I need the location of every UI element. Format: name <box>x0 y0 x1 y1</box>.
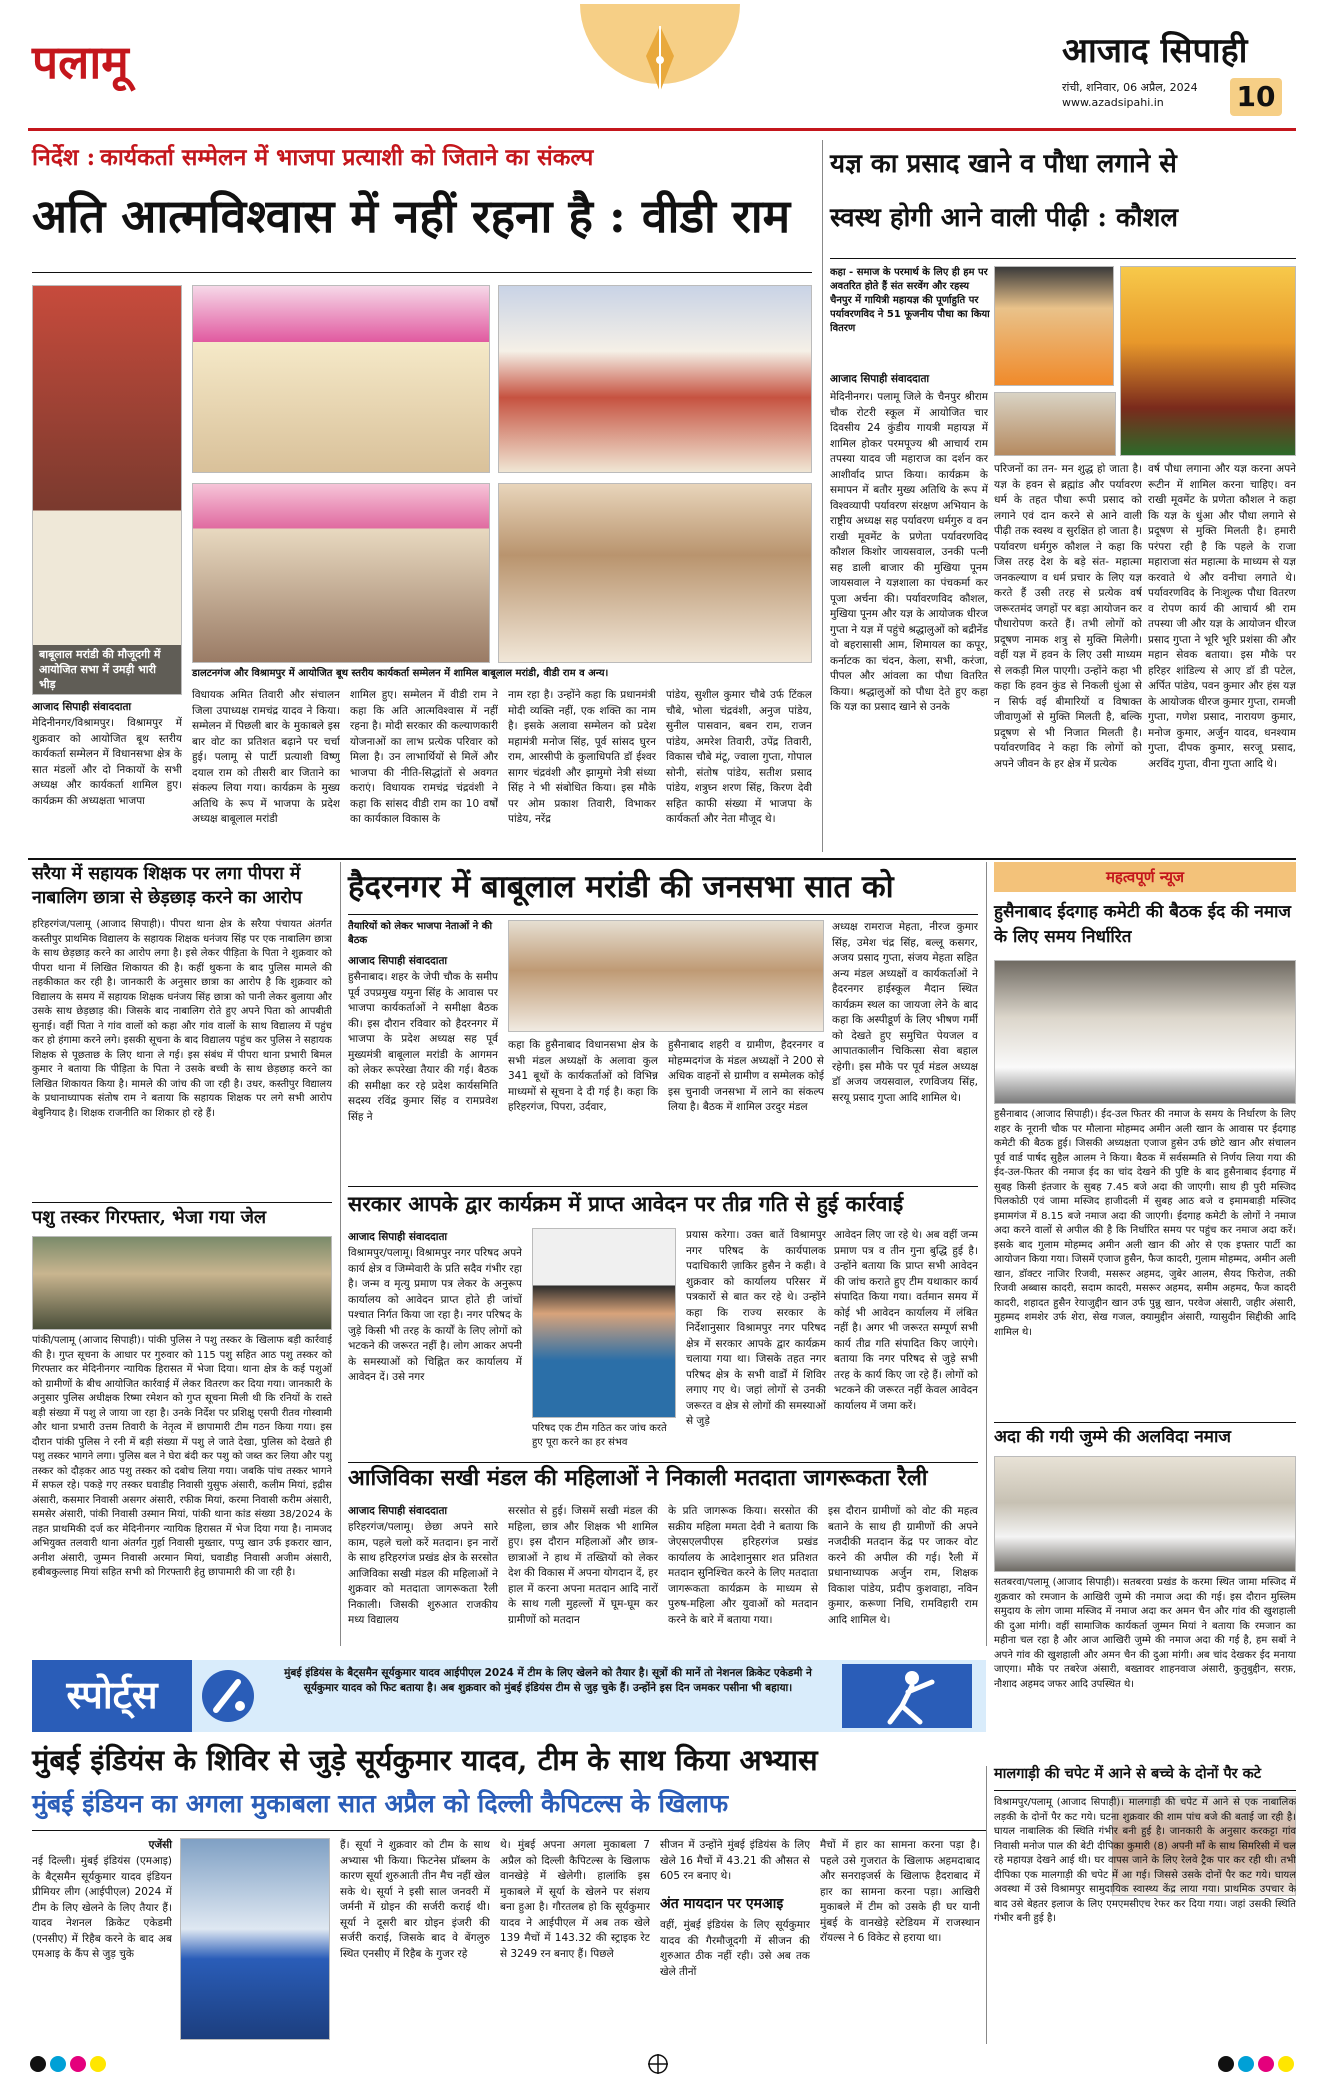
ajivika-col-3: के प्रति जागरूक किया। सरसोत की सक्रीय महिला ममता देवी ने बताया कि जेएसएलपीएस हरिहरगंज प्रखंड कार्यालय के आदेशानुसार शत प्रतिशत मतदान सुनिश्चित करने के लिए मतदाता जागरूकता कार्यक्रम के माध्यम से पुरुष-महिला और युवाओं को मतदान करने के बारे में बताया गया। <box>668 1505 818 1626</box>
sports-banner <box>32 1660 986 1732</box>
sarkar-title: सरकार आपके द्वार कार्यक्रम में प्राप्त आवेदन पर तीव्र गति से हुई कार्रवाई <box>348 1191 904 1216</box>
site-url: www.azadsipahi.in <box>1062 96 1164 109</box>
ajivika-col-4: इस दौरान ग्रामीणों को वोट की महत्व बताने के साथ ही ग्रामीणों की अपने नजदीकी मतदान केंद्र पर जाकर वोट करने की अपील की गई। रैली में प्रधानाध्यापक अर्जुन राम, शिक्षक विकाश पांडेय, प्रदीप कुशवाहा, नविन कुमार, करूणा निधि, रामविहारी राम आदि शामिल थे। <box>828 1505 978 1626</box>
sports-photo <box>180 1838 330 2040</box>
lead-col-5: पांडेय, सुशील कुमार चौबे उर्फ टिंकल चौबे, भोला चंद्रवंशी, अनुज पांडेय, सुनील पासवान, बबन राम, राजन पांडेय, अमरेश तिवारी, उपेंद्र तिवारी, विकास चौबे मंटू, ज्वाला गुप्ता, गोपाल सोनी, संतोष पांडेय, सतीश प्रसाद पांडेय, शत्रुघ्न शरण सिंह, किरण देवी सहित काफी संख्या में भाजपा के कार्यकर्ता और नेता मौजूद थे। <box>666 689 812 825</box>
haidernagar-col-2: कहा कि हुसैनाबाद विधानसभा क्षेत्र के सभी मंडल अध्यक्षों के अलावा कुल 341 बूथों के कार्यकर्ताओं को विभिन्न माध्यमों से सूचना दे दी गई है। कहा कि हरिहरगंज, पिपरा, उर्दवार, <box>508 1039 658 1113</box>
yagya-col-1: मेदिनीनगर। पलामू जिले के चैनपुर श्रीराम चौक रोटरी स्कूल में आयोजित चार दिवसीय 24 कुंडीय गायत्री महायज्ञ में शामिल होकर परमपूज्य श्री आचार्य राम तपस्या यादव जी महाराज का दर्शन कर आशीर्वाद प्राप्त किया। कार्यक्रम के समापन में बतौर मुख्य अतिथि के रूप में विश्वव्यापी पर्यावरण संरक्षण अभियान के राष्ट्रीय अध्यक्ष सह पर्यावरण धर्मगुरु व वन राखी मूवमेंट के प्रणेता पर्यावरणविद कौशल किशोर जायसवाल, उनकी पत्नी सह डाली बाजार की मुखिया पूनम जायसवाल ने यज्ञशाला का पंचकर्मा कर पूजा अर्चना की। पर्यावरणविद कौशल, मुखिया पूनम और यज्ञ के आयोजक धीरज गुप्ता ने यज्ञ में पहुंचे श्रद्धालुओं को बद्रीनेंड वो बहरासासी आम, शिमायल का कपूर, कर्नाटक का चंदन, केला, सभी, करंजा, पीपल और आंवला का पौधा वितरित किया। श्रद्धालुओं को पौधा देते हुए कहा कि यज्ञ का प्रसाद खाने से उनके <box>830 391 988 713</box>
lead-photo-marandi-caption: बाबूलाल मरांडी की मौजूदगी में आयोजित सभा में उमड़ी भारी भीड़ <box>33 645 181 694</box>
haidernagar-col-1: हुसैनाबाद। शहर के जेपी चौक के समीप पूर्व उपप्रमुख यमुना सिंह के आवास पर भाजपा कार्यकर्ताओं ने समीक्षा बैठक की। इस दौरान रविवार को हैदरनगर में भाजपा के प्रदेश अध्यक्ष सह पूर्व मुख्यमंत्री बाबूलाल मरांडी के आगमन को लेकर रूपरेखा तैयार की गई। बैठक की समीक्षा कर रहे प्रदेश कार्यसमिति सदस्य रविंद्र कुमार सिंह व रामप्रवेश सिंह ने <box>348 971 498 1123</box>
sports-col-5: मैचों में हार का सामना करना पड़ा है। पहले उसे गुजरात के खिलाफ अहमदाबाद और सनराइजर्स के खिलाफ हैदराबाद में हार का सामना करना पड़ा। आखिरी मुकाबले में टीम को उसके ही घर यानी मुंबई के वानखेड़े स्टेडियम में राजस्थान रॉयल्स ने 6 विकेट से हराया था। <box>820 1839 980 1944</box>
yagya-photo-1 <box>994 266 1114 386</box>
yagya-summary-box: कहा - समाज के परमार्थ के लिए ही हम पर अवतरित होते हैं संत सरवेंग और रहस्य चैनपुर में गायित्री महायज्ञ की पूर्णाहुति पर पर्यावरणविद ने 51 फूजनीय पौधा का किया वितरण <box>830 267 990 334</box>
lead-photo-1 <box>192 285 490 473</box>
yagya-byline: आजाद सिपाही संवाददाता <box>830 373 930 385</box>
yagya-photo-2 <box>1120 266 1296 456</box>
lead-photo-3 <box>192 483 490 663</box>
yagya-title-line-1: यज्ञ का प्रसाद खाने व पौधा लगाने से <box>830 149 1177 179</box>
lead-col-1: मेदिनीनगर/विश्रामपुर। विश्रामपुर में शुक्रवार को आयोजित बूथ स्तरीय कार्यकर्ता सम्मेलन में विधानसभा क्षेत्र के सात मंडलों और दो निकायों के सभी अध्यक्ष और कार्यकर्ता शामिल हुए। कार्यक्रम की अध्यक्षता भाजपा <box>32 717 182 807</box>
pashu-body: पांकी/पलामू (आजाद सिपाही)। पांकी पुलिस ने पशु तस्कर के खिलाफ बड़ी कार्रवाई की है। गुप्त सूचना के आधार पर गुरुवार को 115 पशु सहित आठ पशु तस्कर को गिरफ्तार कर मेदिनीनगर न्यायिक हिरासत में भेजा दिया। थाना क्षेत्र के कई पशुओं को ग्रामीणों के बीच आयोजित कार्रवाई में लेकर वितरण कर दिया गया। जानकारी के अनुसार पुलिस अधीक्षक रिष्मा रमेशन को गुप्त सूचना मिली थी कि रनियों के रास्ते बड़ी संख्या में पशु ले जाया जा रहा है। उनके निर्देश पर प्रशिक्षु एसपी रीतव गोस्वामी और थाना प्रभारी उत्तम तिवारी के नेतृत्व में छापामारी टीम गठन किया गया। इस दौरान पांकी पुलिस ने रनी में बड़ी संख्या में पशु ले जाते देखा, पुलिस को देखते ही पशु तस्कर भागने लगा। पुलिस बल ने घेरा बंदी कर पशु को जब्त कर लिया और पशु तस्कर को दौड़कर आठ पशु तस्कर को दबोच लिया गया। जबकि पांच तस्कर भागने में सफल रहे। पकड़े गए तस्कर घवाडीह निवासी युसुफ अंसारी, कलीम मियां, इद्रीस अंसारी, कसमार निवासी असगर अंसारी, रफीक मियां, करमा निवासी करीम अंसारी, समसेर अंसारी, पांकी निवासी उस्मान मियां, पांकी थाना कांड संख्या 38/2024 के तहत प्राथमिकी दर्ज कर मेदिनीनगर न्यायिक हिरासत में भेज दिया गया है। नामजद अभियुक्त तलवारी थाना अंतर्गत गुर्हा निवासी मुख्तार, पप्पु खान उर्फ इकरार खान, अनीश अंसारी, जुम्मन निवासी अरमान मियां, घवाडीह निवासी अजीम अंसारी, हबीबकुल्लाह मियां सहित सभी को गिरफ्तारी हेतु छापामारी की जा रही है। <box>32 1335 332 1578</box>
sarkar-col-1: विश्रामपुर/पलामू। विश्रामपुर नगर परिषद अपने कार्य क्षेत्र व जिम्मेवारी के प्रति सदैव गंभीर रहा है। जन्म व मृत्यु प्रमाण पत्र लेकर के अनुरूप कार्यालय को आवेदन प्राप्त होते ही जांचों पश्चात निर्गत किया जा रहा है। नगर परिषद के जुड़े किसी भी तरह के कार्यों के लिए लोगों को भटकने की जरूरत नहीं है। लोग आकर अपनी के समस्याओं को चिह्नित कर कार्यालय में आवेदन दें। उसे नगर <box>348 1247 522 1383</box>
sports-sub-head: अंत मायदान पर एमआइ <box>660 1896 784 1912</box>
juma-photo <box>994 1456 1296 1572</box>
yagya-title-rule <box>830 258 1296 259</box>
sarkar-photo-caption: परिषद एक टीम गठित कर जांच करते हुए पूरा करने का हर संभव <box>532 1423 667 1448</box>
sarkar-col-3: आवेदन लिए जा रहे थे। अब वहीं जन्म प्रमाण पत्र व तीन गुना बुद्धि हुई है। उन्होंने बताया कि प्राप्त सभी आवेदन की जांच कराते हुए टीम यथाकार कार्य संपादित किया गया। वर्तमान समय में कोई भी आवेदन कार्यालय में लंबित नहीं है। अगर भी जरूरत सम्पूर्ण सभी कार्य तीव्र गति संपादित किए जाएंगे। बताया कि नगर परिषद से जुड़े सभी तरह के कार्य किए जा रहे हैं। लोगों को भटकने की जरूरत नहीं केवल आवेदन कार्यालय में जमा करें। <box>834 1229 978 1412</box>
ajivika-title: आजिविका सखी मंडल की महिलाओं ने निकाली मतदाता जागरूकता रैली <box>348 1465 928 1491</box>
sports-title-rule <box>32 1830 986 1831</box>
paper-name: आजाद सिपाही <box>1062 31 1248 71</box>
lead-vertical-rule <box>822 140 823 852</box>
malgadi-title-rule <box>994 1790 1296 1791</box>
yagya-photo-3 <box>994 392 1116 456</box>
idgah-photo <box>994 960 1296 1104</box>
right-column-rule <box>986 862 987 1646</box>
registration-dots <box>28 2052 1296 2076</box>
malgadi-body: विश्रामपुर/पलामू (आजाद सिपाही)। मालगाड़ी की चपेट में आने से एक नाबालिक लड़की के दोनों पैर कट गये। घटना शुक्रवार की शाम पांच बजे की बताई जा रही है। घायल नाबालिक की स्थिति गंभीर बनी हुई है। जानकारी के अनुसार करकट्टा गांव निवासी मनोज पाल की बेटी दीपिका कुमारी (8) अपनी माँ के साथ सिमरिसी में चल रहे महायज्ञ देखने आई थी। घर वापस जाने के लिए रेलवे ट्रैक पार कर रही थी। तभी दीपिका एक मालगाड़ी की चपेट में आ गई। जिससे उसके दोनों पैर कट गये। घायल अवस्था में उसे विश्रामपुर सामुदायिक स्वास्थ्य केंद्र लाया गया। प्राथमिक उपचार के बाद उसे बेहतर इलाज के लिए एमएमसीएच रेफर कर दिया गया। जहां उसकी स्थिति गंभीर बनी हुई है। <box>994 1797 1296 1924</box>
lead-col-3: शामिल हुए। सम्मेलन में वीडी राम ने कहा कि अति आत्मविश्वास में नहीं रहना है। मोदी सरकार की कल्याणकारी योजनाओं का लाभ प्रत्येक परिवार को मिला है। उन लाभार्थियों से मिलें और भाजपा की नीति-सिद्धांतों से अवगत कराएं। विधायक रामचंद्र चंद्रवंशी ने कहा कि सांसद वीडी राम का 10 वर्षों का कार्यकाल विकास के <box>350 689 498 825</box>
sports-col-3: थे। मुंबई अपना अगला मुकाबला 7 अप्रैल को दिल्ली कैपिटल्स के खिलाफ वानखेड़े में खेलेगी। हालांकि इस मुकाबले में सूर्या के खेलने पर संशय बना हुआ है। गौरतलब हो कि सूर्यकुमार यादव ने आईपीएल में अब तक खेले 139 मैचों में 143.32 की स्ट्राइक रेट से 3249 रन बनाए हैं। पिछले <box>500 1839 650 1960</box>
lead-kicker-row <box>32 140 812 176</box>
ajivika-col-2: सरसोत से हुई। जिसमें सखी मंडल की महिला, छात्र और शिक्षक भी शामिल हुए। इस दौरान महिलाओं और छात्र-छात्राओं ने हाथ में तख्तियों को लेकर देश की विकास में अपना योगदान दें, हर हाल में करना अपना मतदान आदि नारों के साथ गली मुहल्लों में घूम-घूम कर ग्रामीणों को मतदान <box>508 1505 658 1626</box>
sports-col-1: नई दिल्ली। मुंबई इंडियंस (एमआइ) के बैट्समैन सूर्यकुमार यादव इंडियन प्रीमियर लीग (आईपीएल) 2024 में टीम के लिए खेलने के लिए तैयार हैं। यादव नेशनल क्रिकेट एकेडमी (एनसीए) में रिहैब करने के बाद अब एमआइ के कैंप से जुड़ चुके <box>32 1855 172 1960</box>
sarkar-col-2: प्रयास करेगा। उक्त बातें विश्रामपुर नगर परिषद के कार्यपालक पदाधिकारी ज़ाकिर हुसैन ने कही। वे शुक्रवार को कार्यालय परिसर में पत्रकारों से बात कर रहे थे। उन्होंने कहा कि राज्य सरकार के निर्देशानुसार विश्रामपुर नगर परिषद क्षेत्र में सरकार आपके द्वार कार्यक्रम चलाया गया था। जिसके तहत नगर परिषद क्षेत्र के सभी वार्डों में शिविर लगाए गए थे। जहां लोगों से उनकी जरूरत व क्षेत्र से लोगों की समस्याओं से जुड़े <box>686 1229 826 1427</box>
lead-kicker: निर्देश : <box>32 144 96 171</box>
masthead <box>0 0 1325 128</box>
idgah-body: हुसैनाबाद (आजाद सिपाही)। ईद-उल फितर की नमाज के समय के निर्धारण के लिए शहर के नूरानी चौक पर मौलाना मोहम्मद अमीन अली खान के आवास पर ईदगाह कमेटी की बैठक हुई। जिसकी अध्यक्षता एजाज हुसेन उर्फ छोटे खान और संचालन पूर्व वार्ड पार्षद सुहैल आलम ने किया। बैठक में सर्वसम्मति से निर्णय लिया गया की ईद-उल-फितर की नमाज ईद का चांद देखने की पुष्टि के बाद हुसैनाबाद ईदगाह में सुबह किसी इंतजार के सुबह 7.45 बजे अदा की जाएगी। साथ ही पुरी मस्जिद पिलकोठी एवं जामा मस्जिद हाजीदली में सुबह आठ बजे व इमामबाड़ी मस्जिद इमामगंज में 8.15 बजे नमाज अदा की जाएगी। ईदगाह कमेटी के लोगों ने नमाज अदा करने वालों से अपील की है कि निर्धारित समय पर पहुंच कर नमाज अदा करें। इसके बाद गुलाम मोहम्मद अमीन अली खान की ओर से एक इफ्तार पार्टी का आयोजन किया गया। जिसमें एजाज हुसैन, फैज कादरी, गुलाम मोहम्मद, अमीन अली खान, डॉक्टर नाजिर रिजवी, मसरूर अहमद, जुबेर आलम, सैयद फिरोज, तकी रिजवी अब्बास कादरी, सदाम कादरी, मसरूर अहमद, समीम अहमद, फैज कादरी कादरी, शहादत हुसैन रेयाजुद्दीन खान उर्फ पुन्नु खान, परवेज अंसारी, जहीर अंसारी, मुहम्मद शमशेर उर्फ शेरा, सेख गजल, क्यामुद्दीन अंसारी, ग्यासुदीन सिद्दीकी आदि शामिल थे। <box>994 1109 1296 1338</box>
haidernagar-bottom-rule <box>348 1186 978 1187</box>
yagya-col-2: परिजनों का तन- मन शुद्ध हो जाता है। यज्ञ के हवन से ब्रह्मांड और पर्यावरण धर्म के तहत पौधा रूपी प्रसाद को लगाने एवं दान करने से आने वाली पीढ़ी तक स्वस्थ व सुरक्षित हो जाता है। पर्यावरण धर्मगुरु कौशल ने कहा कि जिस तरह देश के बड़े संत- महात्मा जनकल्याण व धर्म प्रचार के लिए यज्ञ करते हैं उसी तरह से प्रत्येक वर्ष जरूरतमंद जगहों पर बड़ा आयोजन कर पौधारोपण करते हैं। तभी लोगों को प्रदूषण नामक शत्रु से मुक्ति मिलेगी। वहीं यज्ञ में हवन के लिए उसी माध्यम से लकड़ी मिल पाएगी। उन्होंने कहा भी कहा कि हवन कुंड से निकली धुंआ से न सिर्फ वई बीमारियों व विषाक्त जीवाणुओं से मुक्ति मिलती है, बल्कि प्रदूषण से भी निजात मिलती है। पर्यावरणविद ने कहा कि लोगों को अपने जीवन के हर क्षेत्र में प्रत्येक <box>994 463 1142 770</box>
lead-col-4: नाम रहा है। उन्होंने कहा कि प्रधानमंत्री मोदी व्यक्ति नहीं, एक शक्ति का नाम है। इसके अलावा सम्मेलन को प्रदेश महामंत्री मनोज सिंह, पूर्व सांसद घुरन राम, आरसीपी के कुलाधिपति डॉ ईश्वर सागर चंद्रवंशी और झामुमो नेत्री संध्या सिंह ने भी संबोधित किया। इस मौके पर ओम प्रकाश तिवारी, विभाकर पांडेय, नरेंद्र <box>508 689 656 825</box>
page-number: 10 <box>1230 78 1282 116</box>
haidernagar-title: हैदरनगर में बाबूलाल मरांडी की जनसभा सात को <box>348 869 894 905</box>
bowler-icon <box>842 1664 972 1728</box>
left-column-rule <box>340 862 341 1646</box>
juma-title: अदा की गयी जुम्मे की अलविदा नमाज <box>994 1427 1231 1447</box>
sports-banner-text: मुंबई इंडियंस के बैट्समैन सूर्यकुमार यादव आईपीएल 2024 में टीम के लिए खेलने को तैयार है। सूत्रों की मानें तो नेशनल क्रिकेट एकेडमी ने सूर्यकुमार यादव को फिट बताया है। अब शुक्रवार को मुंबई इंडियंस टीम से जुड़ चुके हैं। उन्होंने इस दिन जमकर पसीना भी बहाया। <box>284 1667 812 1694</box>
masthead-rule <box>28 128 1296 131</box>
yagya-title-line-2: स्वस्थ होगी आने वाली पीढ़ी : कौशल <box>830 203 1179 233</box>
sports-agency: एजेंसी <box>148 1839 172 1851</box>
sarkar-bottom-rule <box>348 1462 978 1463</box>
section-name: पलामू <box>32 35 129 89</box>
malgadi-title: मालगाड़ी की चपेट में आने से बच्चे के दोनों पैर कटे <box>994 1765 1262 1782</box>
haidernagar-box: तैयारियों को लेकर भाजपा नेताओं ने की बैठक <box>348 921 493 946</box>
idgah-title: हुसैनाबाद ईदगाह कमेटी की बैठक ईद की नमाज के लिए समय निर्धारित <box>994 902 1292 947</box>
lead-photo-marandi <box>32 285 182 695</box>
cricket-icon <box>198 1666 258 1726</box>
juma-body: सतबरवा/पलामू (आजाद सिपाही)। सतबरवा प्रखंड के करमा स्थित जामा मस्जिद में शुक्रवार को रमजान के आखिरी जुम्मे की नमाज अदा की गई। इस दौरान मुस्लिम समुदाय के लोग जामा मस्जिद में नमाज अदा कर अमन चैन और गांव की खुशहाली की दुआ मांगी। वहीं सामाजिक कार्यकर्ता जुम्मन मियां ने बताया कि रमजान का महीना चल रहा है और आज आखिरी जुम्मे की नमाज अदा की गई है, हम सबों ने अपने गांव की खुशहाली और अमन चैन की दुआ मांगी। अब चांद देखकर ईद मनाया जाएगा। मौके पर तबरेज अंसारी, बख्तावर शाहनवाज अंसारी, कुतुबुद्दीन, सरफ़, नौशाद अहमद जफर आदि उपस्थित थे। <box>994 1577 1296 1690</box>
lead-photo-caption: डालटनगंज और विश्रामपुर में आयोजित बूथ स्तरीय कार्यकर्ता सम्मेलन में शामिल बाबूलाल मरांडी, वीडी राम व अन्य। <box>192 668 609 679</box>
important-news-label: महत्वपूर्ण न्यूज <box>994 862 1296 892</box>
sports-col-2: हैं। सूर्या ने शुक्रवार को टीम के साथ अभ्यास भी किया। फिटनेस प्रॉब्लम के कारण सूर्या शुरुआती तीन मैच नहीं खेल सके थे। सूर्या ने इसी साल जनवरी में जर्मनी में ग्रोइन की सर्जरी कराई थी। सूर्या ने दूसरी बार ग्रोइन इंजरी की सर्जरी कराई, जिसके बाद वे बेंगलुरु स्थित एनसीए में रिहैब के गुजर रहे <box>340 1839 490 1960</box>
sarkar-photo <box>532 1228 676 1418</box>
ajivika-byline: आजाद सिपाही संवाददाता <box>348 1505 448 1517</box>
sports-label: स्पोर्ट्स <box>32 1660 192 1732</box>
sports-title: मुंबई इंडियंस के शिविर से जुड़े सूर्यकुमार यादव, टीम के साथ किया अभ्यास <box>32 1743 818 1777</box>
sports-col-4b: वहीं, मुंबई इंडियंस के लिए सूर्यकुमार यादव की गैरमौजूदगी में सीजन की शुरुआत ठीक नहीं रही। उसे अब तक खेले तीनों <box>660 1919 810 1978</box>
lead-col-2: विधायक अमित तिवारी और संचालन जिला उपाध्यक्ष रामचंद्र यादव ने किया। सम्मेलन में पिछली बार के मुकाबले इस बार वोट का प्रतिशत बढ़ाने पर चर्चा हुई। पलामू से पार्टी प्रत्याशी विष्णु दयाल राम को तीसरी बार जिताने का संकल्प लिया गया। कार्यक्रम के मुख्य अतिथि के रूप में भाजपा के प्रदेश अध्यक्ष बाबूलाल मरांडी <box>192 689 340 825</box>
lead-title-rule <box>32 272 812 273</box>
yagya-col-3: वर्ष पौधा लगाना और यज्ञ करना अपने रूटीन में शामिल करना चाहिए। वन राखी मूवमेंट के प्रणेता कौशल ने कहा कि यज्ञ के धुंआ और पौधा लगाने से प्रदूषण से मुक्ति मिलती है। हमारी परंपरा रही है कि पहले के राजा महाराजा संत महात्मा के माध्यम से यज्ञ करवाते थे और वनीचा लगाते थे। पर्यावरणविद के निःशुल्क पौधा वितरण व रोपण कार्य की आचार्य श्री राम तपस्या जी और यज्ञ के आयोजन धीरज प्रसाद गुप्ता ने भूरि भूरि प्रशंसा की और महान सेवक बताया। इस मौके पर हरिहर शांडिल्य से आए डॉ डी पटेल, अर्पित पांडेय, पवन कुमार और हंस यज्ञ के आयोजक धीरज कुमार गुप्ता, रामजी गुप्ता, गणेश प्रसाद, नारायण कुमार, मनोज कुमार, अर्जुन यादव, धनश्याम गुप्ता, दीपक कुमार, सरजू प्रसाद, अरविंद गुप्ता, वीना गुप्ता आदि थे। <box>1148 463 1296 770</box>
dateline: रांची, शनिवार, 06 अप्रैल, 2024 <box>1062 81 1198 94</box>
haidernagar-col-3: हुसैनाबाद शहरी व ग्रामीण, हैदरनगर व मोहम्मदगंज के मंडल अध्यक्षों ने 200 से अधिक वाहनों से ग्रामीण व सम्मेलक कोई इस चुनावी जनसभा में लाने का संकल्प लिया है। बैठक में शामिल उरदुर मंडल <box>668 1039 824 1113</box>
haidernagar-title-rule <box>348 914 978 915</box>
section-rule-1 <box>28 858 1296 860</box>
pen-logo <box>574 4 746 116</box>
sports-right-rule <box>986 1766 987 2044</box>
lead-byline: आजाद सिपाही संवाददाता <box>32 701 132 713</box>
sports-subtitle: मुंबई इंडियन का अगला मुकाबला सात अप्रैल को दिल्ली कैपिटल्स के खिलाफ <box>32 1789 729 1818</box>
lead-kicker-rest: कार्यकर्ता सम्मेलन में भाजपा प्रत्याशी को जिताने का संकल्प <box>100 144 594 171</box>
pashu-photo <box>32 1236 332 1330</box>
sarkar-byline: आजाद सिपाही संवाददाता <box>348 1231 448 1243</box>
sariya-body: हरिहरगंज/पलामू (आजाद सिपाही)। पीपरा थाना क्षेत्र के सरैया पंचायत अंतर्गत कस्तीपुर प्राथमिक विद्यालय के सहायक शिक्षक धनंजय सिंह पर एक नाबालिग छात्रा के साथ छेड़छाड़ करने का आरोप लगा है। इसे लेकर पीड़िता के पिता ने शुक्रवार को पीपरा थाना में लिखित शिकायत की है। कहीं थुकना के बाद पुलिस मामले की तहकीकात कर रही है। जानकारी के अनुसार छात्रा का आरोप है कि शुक्रवार को विद्यालय के समय में सहायक शिक्षक धनंजय सिंह छात्रा को पानी लेकर बुलाया और उसके साथ छेड़छाड़ की। जिसके बाद नाबालिग रोते हुए अपने पिता को आपबीती सुनाई। वहीं पिता ने गांव वालों को कहा और गांव वालों के साथ विद्यालय में पहुंच कर हो हंगामा करने लगे। इसकी सूचना के बाद विद्यालय पहुंच कर पुलिस ने सहायक शिक्षक से पूछताछ के लिए थाना ले गई। इस संबंध में पीपरा थाना प्रभारी बिमल कुमार ने बताया कि पीड़िता के पिता ने उसके बच्ची के साथ छेड़छाड़ करने का लिखित शिकायत किया है। मामले की जांच की जा रही है। उधर, कस्तीपुर विद्यालय के प्रधानाध्यापक संतोष राम ने बताया कि सहायक शिक्षक पर लगे सभी आरोप बेबुनियाद है। शिक्षक राजनीति का शिकार हो रहे हैं। <box>32 919 332 1119</box>
sports-col-4: सीजन में उन्होंने मुंबई इंडियंस के लिए खेले 16 मैचों में 43.21 की औसत से 605 रन बनाए थे। <box>660 1839 810 1882</box>
haidernagar-col-4: अध्यक्ष रामराज मेहता, नीरज कुमार सिंह, उमेश चंद्र सिंह, बल्लू कसगर, अजय प्रसाद गुप्ता, संजय मेहता सहित अन्य मंडल अध्यक्षों व कार्यकर्ताओं ने हैदरनगर हाईस्कूल मैदान स्थित कार्यक्रम स्थल का जायजा लेने के बाद कहा कि अस्पीडूर्ण के लिए भीषण गर्मी को देखते हुए समुचित पेयजल व आपातकालीन चिकित्सा सेवा बहाल रहेगी। इस मौके पर पूर्व मंडल अध्यक्ष डॉ अजय जयसवाल, रणविजय सिंह, सरयू प्रसाद गुप्ता आदि शामिल थे। <box>832 921 978 1104</box>
pashu-title: पशु तस्कर गिरफ्तार, भेजा गया जेल <box>32 1207 267 1228</box>
idgah-rule <box>994 1422 1296 1423</box>
haidernagar-byline: आजाद सिपाही संवाददाता <box>348 955 448 967</box>
lead-photo-4 <box>498 483 812 663</box>
ajivika-col-1: हरिहरगंज/पलामू। छेछा अपने सारे काम, पहले चलो करें मतदान। इन नारों के साथ हरिहरगंज प्रखंड क्षेत्र के सरसोत आजिविका सखी मंडल की महिलाओं ने शुक्रवार को मतदाता जागरूकता रैली निकाली। जिसकी शुरुआत राजकीय मध्य विद्यालय <box>348 1521 498 1626</box>
sariya-title: सरैया में सहायक शिक्षक पर लगा पीपरा में नाबालिग छात्रा से छेड़छाड़ करने का आरोप <box>32 864 302 908</box>
lead-title: अति आत्मविश्वास में नहीं रहना है : वीडी राम <box>32 189 791 243</box>
lead-photo-2 <box>498 285 812 473</box>
haidernagar-photo <box>508 920 824 1032</box>
sariya-rule <box>32 1202 332 1203</box>
